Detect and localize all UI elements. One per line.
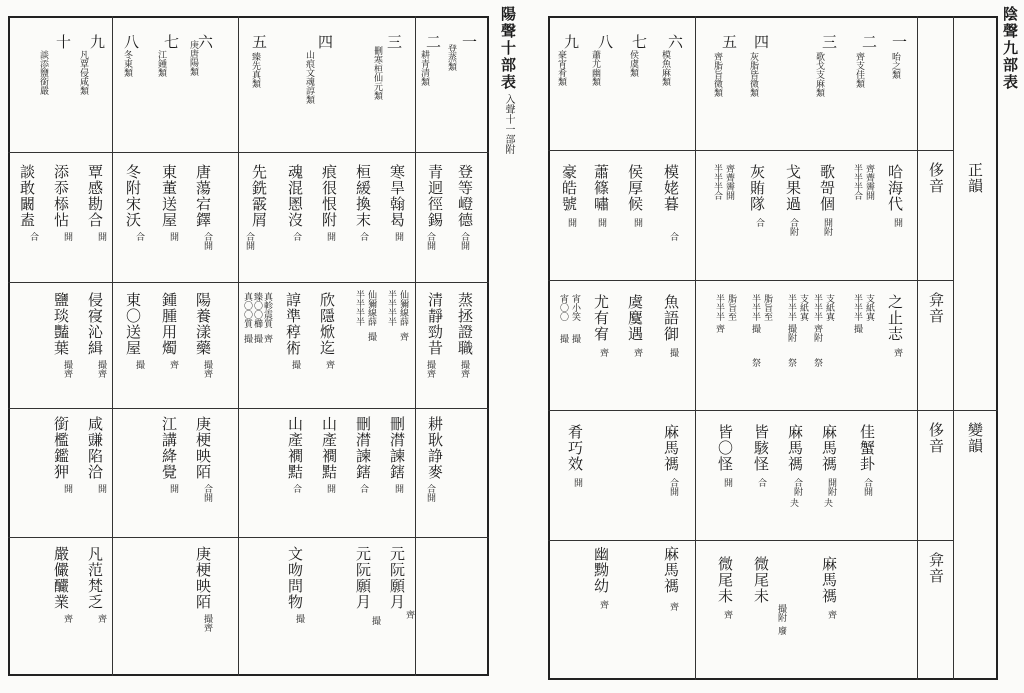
lt-r2-cell: 臻〇〇櫛	[252, 292, 262, 328]
lt-r2-cell: 蒸拯證職	[456, 292, 474, 356]
lt-r1-note: 開	[168, 232, 178, 241]
right-table-row-divider-2	[548, 280, 953, 281]
lt-r2-half: 半半半半	[354, 290, 364, 326]
lt-r1-cell: 登等嶝德	[456, 164, 474, 228]
rt-r3-note: 開	[572, 478, 582, 487]
right-table-side-split	[953, 410, 998, 411]
lt-r3-cell: 刪潸諫鎋	[388, 416, 406, 480]
lt-r1-cell: 魂混慁沒	[286, 164, 304, 228]
lt-header-text-10: 談添鹽銜嚴	[38, 50, 48, 95]
rt-r4-note: 齊	[668, 602, 678, 611]
lt-r1-cell: 添忝㮇怗	[52, 164, 70, 228]
rt-header-num-3: 三	[820, 34, 838, 50]
rt-r1-note: 開附	[822, 218, 832, 236]
rt-r2-cell: 之止志	[886, 294, 904, 342]
lt-r1-note: 合開	[425, 232, 435, 250]
lt-r1-note: 合開	[459, 232, 469, 250]
lt-r2-note: 齊	[324, 360, 334, 369]
lt-header-num-10: 十	[54, 34, 72, 50]
lt-header-num-8: 八	[122, 34, 140, 50]
right-table-side-divider	[953, 16, 954, 680]
right-table-row-divider-1	[548, 150, 953, 151]
rt-extra-note: 祭	[750, 358, 760, 367]
right-table-row-divider-3	[548, 410, 953, 411]
rt-header-text-8: 蕭尤幽類	[590, 50, 600, 86]
rt-r2-note: 半半半 撮	[852, 294, 862, 333]
lt-r2-cell: 仙獮線薛	[366, 290, 376, 326]
side-label-zhengyun: 正韻	[966, 162, 984, 194]
lt-r1-note: 合	[358, 232, 368, 241]
lt-r3-note: 合	[291, 484, 301, 493]
lt-r1-note: 開	[393, 232, 403, 241]
lt-r2-cell: 諄準稕術	[284, 292, 302, 356]
rt-header-num-7: 七	[630, 34, 648, 50]
center-subtitle: 入聲十一部附	[503, 94, 514, 154]
rt-r3-note: 開附	[826, 478, 836, 496]
lt-r1-note: 合開	[202, 232, 212, 250]
lt-r2-note: 撮	[242, 334, 252, 343]
lt-r3-cell: 山產襉黠	[320, 416, 338, 480]
rt-r2-note: 半半半 齊附	[812, 294, 822, 342]
rt-r1-note: 合	[668, 232, 678, 241]
lt-header-text-1: 登蒸類	[446, 44, 456, 71]
lt-header-num-7: 七	[162, 34, 180, 50]
lt-header-num-1: 一	[460, 34, 478, 50]
rt-r2-note: 撮	[558, 334, 568, 343]
rt-r1-cell: 模姥暮	[662, 164, 680, 212]
lt-r3-note: 合	[358, 484, 368, 493]
lt-r3-cell: 山產襉黠	[286, 416, 304, 480]
rt-r4-cell: 微尾未	[716, 556, 734, 604]
left-table-inner-divider	[238, 16, 239, 676]
rt-r1-cell: 哈海代	[886, 164, 904, 212]
left-table-col-divider	[415, 16, 416, 676]
lt-r2-cell: 清靜勁昔	[426, 292, 444, 356]
lt-r2-note: 撮	[252, 334, 262, 343]
rt-r2-note: 齊	[632, 348, 642, 357]
rt-r1-note: 開	[596, 218, 606, 227]
lt-r1-note: 開	[96, 232, 106, 241]
rt-r3-note: 合	[756, 478, 766, 487]
rt-r2-note: 齊	[598, 348, 608, 357]
lt-r2-note: 齊	[168, 360, 178, 369]
lt-r4-note: 齊	[404, 610, 414, 619]
lt-header-num-6: 六	[196, 34, 214, 50]
side-label-bianyun: 變韻	[966, 422, 984, 454]
left-table-frame	[8, 16, 489, 676]
lt-r4-cell: 文吻問物	[286, 546, 304, 610]
left-table-row-divider-4	[8, 537, 489, 538]
rt-r3-note: 合開	[668, 478, 678, 496]
lt-header-text-2: 耕青清類	[419, 50, 429, 86]
rt-header-num-5: 五	[720, 34, 738, 50]
lt-r3-note: 開	[393, 484, 403, 493]
lt-r3-note: 開	[96, 484, 106, 493]
lt-r2-cell: 真〇〇質	[242, 292, 252, 328]
rt-r3-cell: 佳蟹卦	[858, 424, 876, 472]
right-table-row-divider-4	[548, 540, 953, 541]
center-title: 陽聲十部表	[499, 6, 517, 91]
lt-header-text-3: 刪寒桓仙元類	[372, 46, 382, 100]
lt-r2-note: 撮	[134, 360, 144, 369]
side-label-chiyin-2: 侈音	[927, 422, 945, 454]
lt-r2-note: 撮齊	[202, 360, 212, 378]
lt-r2-note: 撮齊	[459, 360, 469, 378]
rt-r4-cell: 麻馬禡	[662, 546, 680, 594]
left-table-col-divider	[112, 16, 113, 676]
rt-extra-note: 祭	[812, 358, 822, 367]
rt-r4-note: 齊	[598, 600, 608, 609]
lt-r4-cell: 嚴儼釅業	[52, 546, 70, 610]
lt-r4-note: 齊	[96, 614, 106, 623]
lt-r1-cell: 先銑霰屑	[250, 164, 268, 228]
lt-r3-note: 合開	[202, 484, 212, 502]
rt-r2-note: 半半半 齊	[714, 294, 724, 333]
rt-r3-cell: 皆〇怪	[716, 424, 734, 472]
right-table-inner-divider	[695, 16, 696, 680]
lt-r2-note: 撮齊	[425, 360, 435, 378]
lt-r2-cell: 鍾腫用燭	[160, 292, 178, 356]
rt-header-text-7: 侯虞類	[628, 50, 638, 77]
rt-r2-cell: 魚語御	[662, 294, 680, 342]
lt-r2-cell: 陽養漾藥	[194, 292, 212, 356]
lt-r1-note: 合開	[244, 232, 254, 250]
lt-r2-note: 撮	[290, 360, 300, 369]
rt-r4-cell: 幽黝幼	[592, 546, 610, 594]
rt-r2-cell: 脂旨至	[726, 294, 736, 321]
lt-r2-note: 撮齊	[96, 360, 106, 378]
lt-header-num-2: 二	[424, 34, 442, 50]
rt-r2-cell: 支紙寘	[864, 294, 874, 321]
rt-r2-cell: 支紙寘	[798, 294, 808, 321]
side-label-chiyin-1: 侈音	[927, 162, 945, 194]
rt-header-num-1: 一	[890, 34, 908, 50]
rt-r3-note: 合附	[792, 478, 802, 496]
lt-header-text-7: 江鍾類	[156, 50, 166, 77]
lt-r1-note: 開	[325, 232, 335, 241]
rt-header-num-4: 四	[752, 34, 770, 50]
left-table-row-divider-3	[8, 408, 489, 409]
rt-extra-note: 祭	[786, 358, 796, 367]
rt-r2-cell: 支紙寘	[824, 294, 834, 321]
rt-r3-cell: 麻馬禡	[786, 424, 804, 472]
lt-r2-note: 撮	[366, 332, 376, 341]
lt-r1-cell: 青迥徑錫	[426, 164, 444, 228]
lt-r1-cell: 桓緩換末	[354, 164, 372, 228]
lt-r4-note: 齊	[62, 614, 72, 623]
rt-r2-cell: 宵〇〇	[558, 294, 568, 321]
lt-r3-note: 開	[62, 484, 72, 493]
rt-r3-cell: 皆駭怪	[752, 424, 770, 472]
rt-r3-cell: 麻馬禡	[820, 424, 838, 472]
rt-extra-note: 夬	[822, 498, 832, 507]
rt-r3-note: 開	[722, 478, 732, 487]
lt-r2-cell: 東〇送屋	[124, 292, 142, 356]
lt-header-text-9: 凡覃侵咸類	[78, 50, 88, 95]
rt-r1-note: 合	[754, 218, 764, 227]
right-title: 陰聲九部表	[1001, 6, 1019, 91]
rt-r1-cell: 灰賄隊	[748, 164, 766, 212]
lt-r1-cell: 談敢闞盍	[18, 164, 36, 228]
rt-header-text-9: 豪宵肴類	[556, 50, 566, 86]
lt-header-num-3: 三	[385, 34, 403, 50]
lt-r4-note: 撮	[294, 614, 304, 623]
rt-header-text-2: 齊支佳類	[854, 52, 864, 88]
left-table-row-divider-1	[8, 152, 489, 153]
rt-r1-cell: 豪皓號	[560, 164, 578, 212]
lt-r2-note: 撮齊	[62, 360, 72, 378]
lt-header-num-5: 五	[250, 34, 268, 50]
lt-r3-note: 合開	[425, 484, 435, 502]
rt-r1-cell: 戈果過	[784, 164, 802, 212]
rt-r1-cell: 侯厚候	[626, 164, 644, 212]
lt-header-num-9: 九	[88, 34, 106, 50]
lt-r1-cell: 寒旱翰曷	[388, 164, 406, 228]
rt-r1-note: 開	[892, 218, 902, 227]
rt-r1-note: 合附	[788, 218, 798, 236]
lt-r2-cell: 真軫震質	[262, 292, 272, 328]
lt-r4-note: 撮	[370, 616, 380, 625]
lt-r1-cell: 東董送屋	[160, 164, 178, 228]
lt-r1-note: 合	[291, 232, 301, 241]
rt-r2-note: 撮	[668, 348, 678, 357]
rt-r2-note: 半半半 撮	[750, 294, 760, 333]
lt-r2-half: 半半半半	[386, 290, 396, 326]
lt-r2-note: 齊	[398, 332, 408, 341]
rt-r1-note: 半半半合	[712, 164, 722, 200]
lt-r1-cell: 覃感勘合	[86, 164, 104, 228]
lt-r2-cell: 鹽琰豔葉	[52, 292, 70, 356]
rt-header-text-6: 模魚麻類	[660, 50, 670, 86]
lt-r3-cell: 庚梗映陌	[194, 416, 212, 480]
rt-header-text-3: 歌戈支麻類	[814, 52, 824, 97]
lt-r3-cell: 刪潸諫鎋	[354, 416, 372, 480]
left-table-row-divider-2	[8, 282, 489, 283]
rt-header-num-2: 二	[860, 34, 878, 50]
rt-r2-cell: 虞麌遇	[626, 294, 644, 342]
lt-header-text-8: 冬東類	[122, 50, 132, 77]
lt-r3-cell: 銜檻鑑狎	[52, 416, 70, 480]
rt-r2-cell: 宵小笑	[570, 294, 580, 321]
rt-r4-note: 齊	[722, 610, 732, 619]
rt-r3-note: 合開	[862, 478, 872, 496]
rt-r1-note: 開	[632, 218, 642, 227]
lt-r3-note: 開	[168, 484, 178, 493]
rt-r1-cell: 蕭篠嘯	[592, 164, 610, 212]
rt-header-text-5: 齊脂旨微類	[712, 52, 722, 97]
right-table-side-divider	[917, 16, 918, 680]
rt-r1-cell: 齊薺霽開	[724, 164, 734, 200]
lt-r2-cell: 侵寑沁緝	[86, 292, 104, 356]
rt-header-num-6: 六	[666, 34, 684, 50]
rt-header-num-9: 九	[562, 34, 580, 50]
lt-r4-cell: 元阮願月	[354, 546, 372, 610]
rt-extra-note: 廢	[776, 626, 786, 635]
lt-r1-cell: 唐蕩宕鐸	[194, 164, 212, 228]
lt-r2-note: 齊	[262, 334, 272, 343]
side-label-yanyin-2: 弇音	[927, 552, 945, 584]
side-label-yanyin-1: 弇音	[927, 292, 945, 324]
rt-r1-note: 開	[566, 218, 576, 227]
rt-r3-cell: 麻馬禡	[662, 424, 680, 472]
rt-r4-cell: 微尾未	[752, 556, 770, 604]
lt-r2-cell: 欣隱焮迄	[318, 292, 336, 356]
lt-r1-note: 開	[62, 232, 72, 241]
lt-r1-note: 合	[28, 232, 38, 241]
rt-r4-note: 撮附	[776, 604, 786, 622]
lt-header-text-5: 臻先真類	[250, 52, 260, 88]
rt-r2-note: 撮	[570, 334, 580, 343]
rt-r1-cell: 齊薺霽開	[864, 164, 874, 200]
rt-r4-note: 齊	[826, 610, 836, 619]
lt-header-text-6: 庚唐陽類	[188, 40, 198, 76]
rt-extra-note: 夬	[788, 498, 798, 507]
rt-r4-cell: 麻馬禡	[820, 556, 838, 604]
rt-r2-cell: 脂旨至	[762, 294, 772, 321]
rt-header-text-4: 灰脂皆微類	[748, 52, 758, 97]
lt-r4-cell: 凡范梵乏	[86, 546, 104, 610]
rt-header-num-8: 八	[596, 34, 614, 50]
lt-r1-note: 合	[134, 232, 144, 241]
rt-r2-note: 半半半 撮附	[786, 294, 796, 342]
rt-header-text-1: 咍之類	[890, 52, 900, 79]
lt-r1-cell: 痕很恨附	[320, 164, 338, 228]
rt-r2-note: 齊	[892, 348, 902, 357]
lt-r3-cell: 江講絳覺	[160, 416, 178, 480]
rt-r1-note: 半半半合	[852, 164, 862, 200]
lt-r2-cell: 仙獮線薛	[398, 290, 408, 326]
lt-header-text-4: 山痕文魂諄類	[304, 50, 314, 104]
rt-r2-cell: 尤有宥	[592, 294, 610, 342]
lt-r3-note: 開	[325, 484, 335, 493]
lt-r3-cell: 耕耿諍麥	[426, 416, 444, 480]
lt-r3-cell: 咸豏陷洽	[86, 416, 104, 480]
lt-r4-note: 撮齊	[202, 614, 212, 632]
lt-r1-cell: 冬附宋沃	[124, 164, 142, 228]
lt-r4-cell: 元阮願月	[388, 546, 406, 610]
rt-r1-cell: 歌哿個	[818, 164, 836, 212]
lt-header-num-4: 四	[316, 34, 334, 50]
rt-r3-cell: 肴巧效	[566, 424, 584, 472]
lt-r4-cell: 庚梗映陌	[194, 546, 212, 610]
